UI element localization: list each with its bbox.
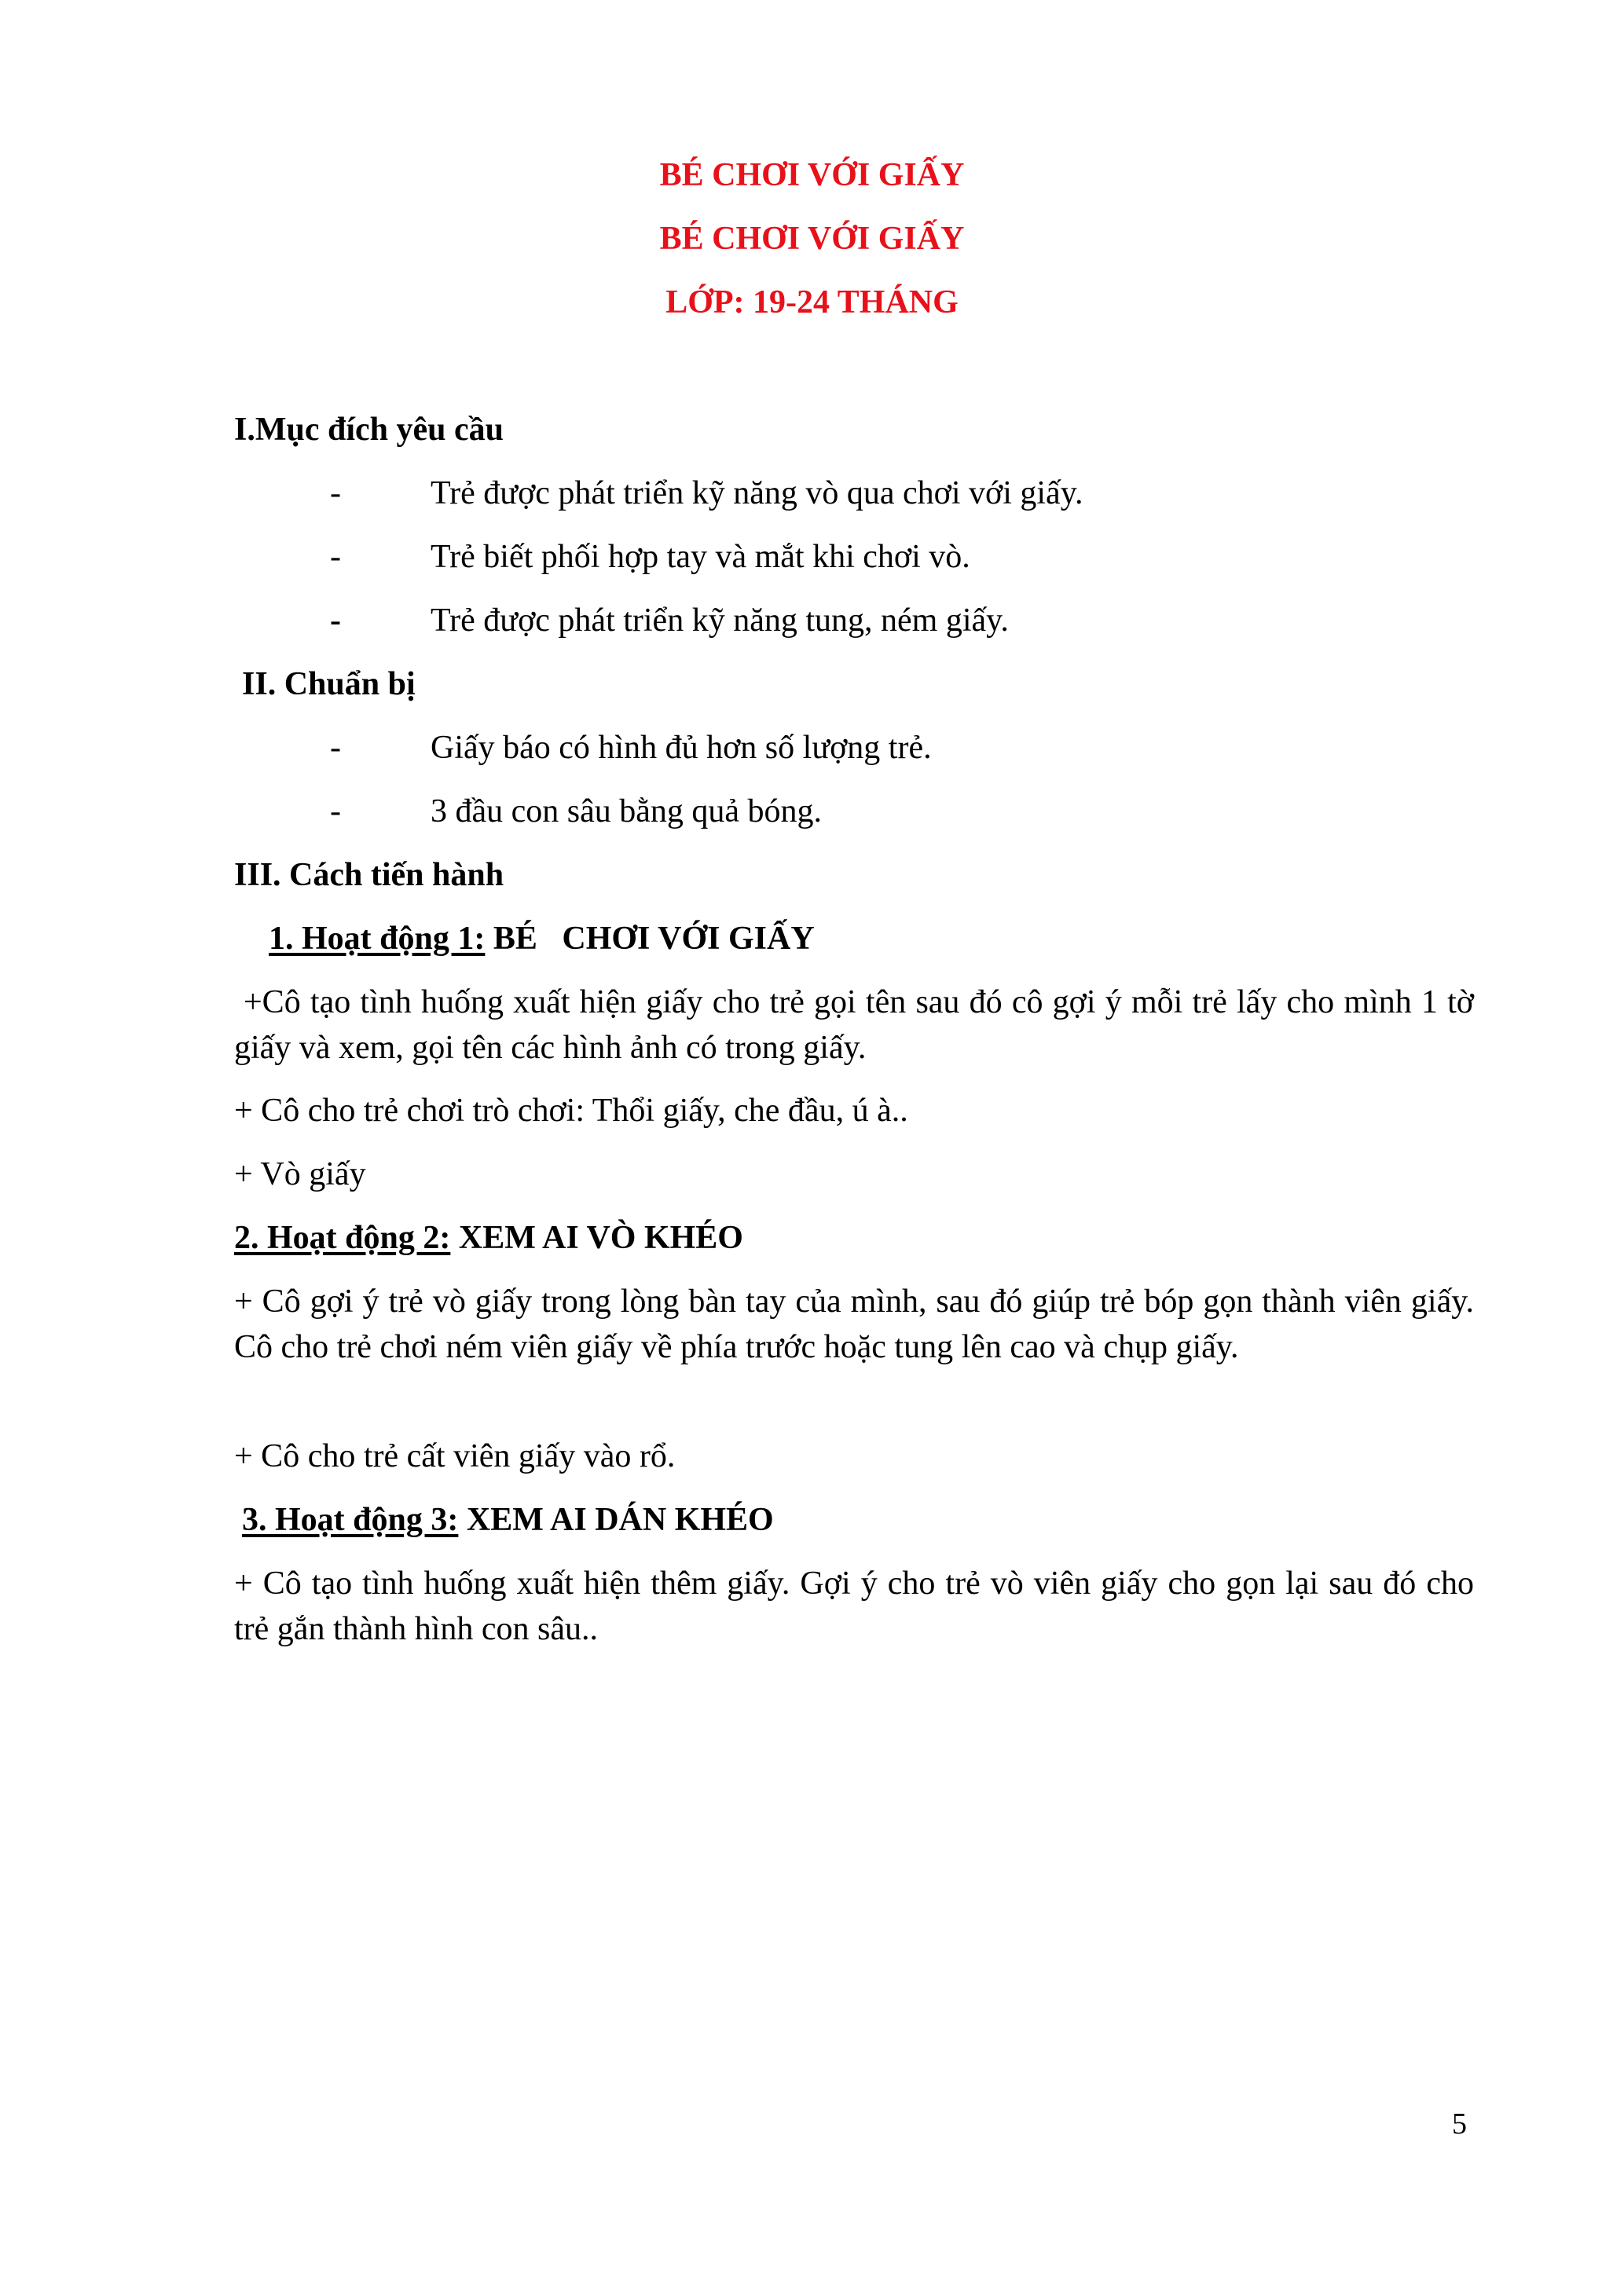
activity-1-paragraph-1: +Cô tạo tình huống xuất hiện giấy cho trẻ gọi tên sau đó cô gợi ý mỗi trẻ lấy cho mình 1 tờ giấy và xem, gọi tên các hình ảnh có trong giấy. bbox=[234, 984, 1474, 1066]
bullet-dash: - bbox=[330, 539, 341, 575]
activity-3-label: 3. Hoạt động 3: bbox=[242, 1502, 459, 1538]
list-item-text: Trẻ được phát triển kỹ năng vò qua chơi với giấy. bbox=[431, 475, 1083, 511]
section-3-heading: III. Cách tiến hành bbox=[234, 857, 504, 893]
activity-3-paragraph-1: + Cô tạo tình huống xuất hiện thêm giấy. Gợi ý cho trẻ vò viên giấy cho gọn lại sau đó cho trẻ gắn thành hình con sâu.. bbox=[234, 1565, 1474, 1647]
activity-2-paragraph-2: + Cô cho trẻ cất viên giấy vào rổ. bbox=[234, 1438, 676, 1474]
section-1-heading: I.Mục đích yêu cầu bbox=[234, 412, 504, 448]
bullet-dash: - bbox=[330, 602, 341, 639]
list-item-text: Trẻ biết phối hợp tay và mắt khi chơi vò. bbox=[431, 539, 970, 575]
activity-2-label: 2. Hoạt động 2: bbox=[234, 1220, 451, 1256]
bullet-dash: - bbox=[330, 730, 341, 766]
activity-1-paragraph-2: + Cô cho trẻ chơi trò chơi: Thổi giấy, che đầu, ú à.. bbox=[234, 1093, 908, 1129]
title-line-2: BÉ CHƠI VỚI GIẤY bbox=[659, 221, 965, 257]
activity-2-paragraph-1: + Cô gợi ý trẻ vò giấy trong lòng bàn tay của mình, sau đó giúp trẻ bóp gọn thành viên giấy. Cô cho trẻ chơi ném viên giấy về phía trước hoặc tung lên cao và chụp giấy. bbox=[234, 1283, 1474, 1365]
list-item-text: 3 đầu con sâu bằng quả bóng. bbox=[431, 793, 823, 829]
list-item-text: Giấy báo có hình đủ hơn số lượng trẻ. bbox=[431, 730, 932, 766]
activity-1-name: BÉ CHƠI VỚI GIẤY bbox=[493, 921, 815, 957]
activity-2-name: XEM AI VÒ KHÉO bbox=[458, 1220, 743, 1256]
bullet-dash: - bbox=[330, 793, 341, 829]
activity-2-heading bbox=[234, 1218, 743, 1258]
bullet-dash: - bbox=[330, 475, 341, 511]
activity-3-name: XEM AI DÁN KHÉO bbox=[466, 1502, 774, 1538]
class-title: LỚP: 19-24 THÁNG bbox=[665, 284, 959, 320]
page-number: 5 bbox=[1452, 2107, 1467, 2140]
activity-1-label: 1. Hoạt động 1: bbox=[269, 921, 486, 957]
section-2-heading: II. Chuẩn bị bbox=[242, 666, 416, 702]
activity-3-heading bbox=[242, 1500, 774, 1540]
list-item-text: Trẻ được phát triển kỹ năng tung, ném giấy. bbox=[431, 602, 1009, 639]
activity-1-paragraph-3: + Vò giấy bbox=[234, 1156, 366, 1192]
activity-1-heading bbox=[269, 919, 815, 958]
title-line-1: BÉ CHƠI VỚI GIẤY bbox=[659, 157, 965, 193]
